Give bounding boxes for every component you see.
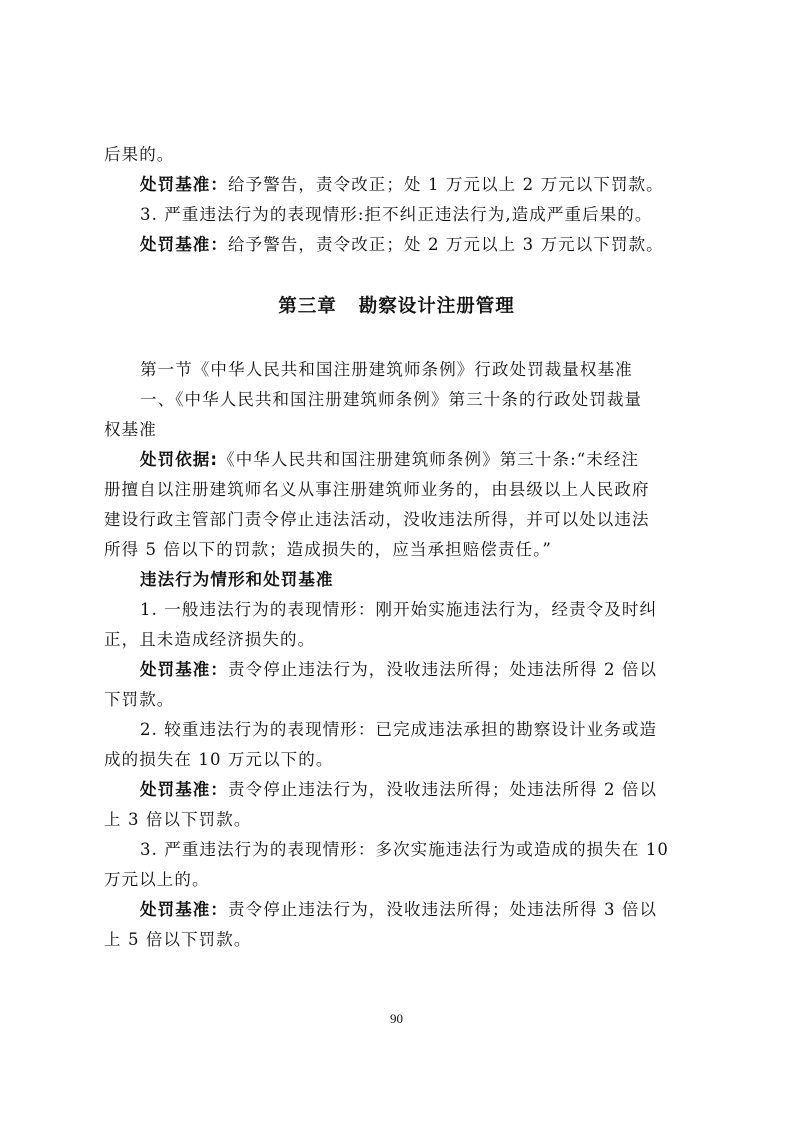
line-text: 正，且未造成经济损失的。 bbox=[104, 630, 316, 649]
text-line bbox=[104, 715, 682, 745]
line-text: 《中华人民共和国注册建筑师条例》第三十条:“未经注 bbox=[218, 450, 640, 469]
text-line bbox=[104, 655, 682, 685]
line-text: 责令停止违法行为，没收违法所得；处违法所得 3 倍以 bbox=[228, 900, 658, 919]
line-text: 权基准 bbox=[104, 420, 157, 439]
chapter-title: 勘察设计注册管理 bbox=[358, 296, 515, 317]
text-line bbox=[104, 775, 682, 805]
text-line bbox=[104, 865, 682, 895]
line-text: 建设行政主管部门责令停止违法活动，没收违法所得，并可以处以违法 bbox=[104, 510, 650, 529]
text-line bbox=[104, 505, 682, 535]
chapter-body bbox=[104, 355, 682, 955]
line-text: 后果的。 bbox=[104, 145, 175, 164]
text-line bbox=[104, 565, 682, 595]
page-number: 90 bbox=[390, 1011, 403, 1026]
text-line bbox=[104, 140, 682, 170]
text-line bbox=[104, 475, 682, 505]
line-text: 责令停止违法行为，没收违法所得；处违法所得 2 倍以 bbox=[228, 660, 658, 679]
chapter-heading bbox=[0, 292, 793, 318]
text-line bbox=[104, 170, 682, 200]
line-text: 给予警告，责令改正；处 1 万元以上 2 万元以下罚款。 bbox=[228, 175, 664, 194]
line-text: 2. 较重违法行为的表现情形：已完成违法承担的勘察设计业务或造 bbox=[140, 720, 658, 739]
text-line bbox=[104, 595, 682, 625]
text-line bbox=[104, 415, 682, 445]
bold-label: 处罚基准： bbox=[140, 235, 228, 254]
line-text: 下罚款。 bbox=[104, 690, 175, 709]
line-text: 上 5 倍以下罚款。 bbox=[104, 930, 252, 949]
bold-label: 处罚基准： bbox=[140, 175, 228, 194]
line-text: 3. 严重违法行为的表现情形:拒不纠正违法行为,造成严重后果的。 bbox=[140, 205, 653, 224]
text-line bbox=[104, 230, 682, 260]
text-line bbox=[104, 625, 682, 655]
text-line bbox=[104, 745, 682, 775]
text-line bbox=[104, 835, 682, 865]
top-section bbox=[104, 140, 682, 260]
text-line bbox=[104, 385, 682, 415]
chapter-number: 第三章 bbox=[278, 296, 337, 317]
line-text: 万元以上的。 bbox=[104, 870, 210, 889]
line-text: 第一节《中华人民共和国注册建筑师条例》行政处罚裁量权基准 bbox=[140, 360, 633, 379]
line-text: 3. 严重违法行为的表现情形：多次实施违法行为或造成的损失在 10 bbox=[140, 840, 670, 859]
line-text: 责令停止违法行为，没收违法所得；处违法所得 2 倍以 bbox=[228, 780, 658, 799]
text-line bbox=[104, 535, 682, 565]
line-text: 1. 一般违法行为的表现情形：刚开始实施违法行为，经责令及时纠 bbox=[140, 600, 658, 619]
line-text: 册擅自以注册建筑师名义从事注册建筑师业务的，由县级以上人民政府 bbox=[104, 480, 650, 499]
line-text: 给予警告，责令改正；处 2 万元以上 3 万元以下罚款。 bbox=[228, 235, 664, 254]
text-line bbox=[104, 925, 682, 955]
text-line bbox=[104, 445, 682, 475]
line-text: 成的损失在 10 万元以下的。 bbox=[104, 750, 334, 769]
line-text: 上 3 倍以下罚款。 bbox=[104, 810, 252, 829]
line-text: 一、《中华人民共和国注册建筑师条例》第三十条的行政处罚裁量 bbox=[140, 390, 643, 409]
text-line bbox=[104, 355, 682, 385]
bold-label: 处罚基准： bbox=[140, 660, 228, 679]
bold-label: 违法行为情形和处罚基准 bbox=[140, 570, 334, 589]
bold-label: 处罚依据: bbox=[140, 450, 219, 469]
text-line bbox=[104, 200, 682, 230]
text-line bbox=[104, 895, 682, 925]
bold-label: 处罚基准： bbox=[140, 780, 228, 799]
bold-label: 处罚基准： bbox=[140, 900, 228, 919]
line-text: 所得 5 倍以下的罚款；造成损失的，应当承担赔偿责任。” bbox=[104, 540, 552, 559]
text-line bbox=[104, 805, 682, 835]
text-line bbox=[104, 685, 682, 715]
